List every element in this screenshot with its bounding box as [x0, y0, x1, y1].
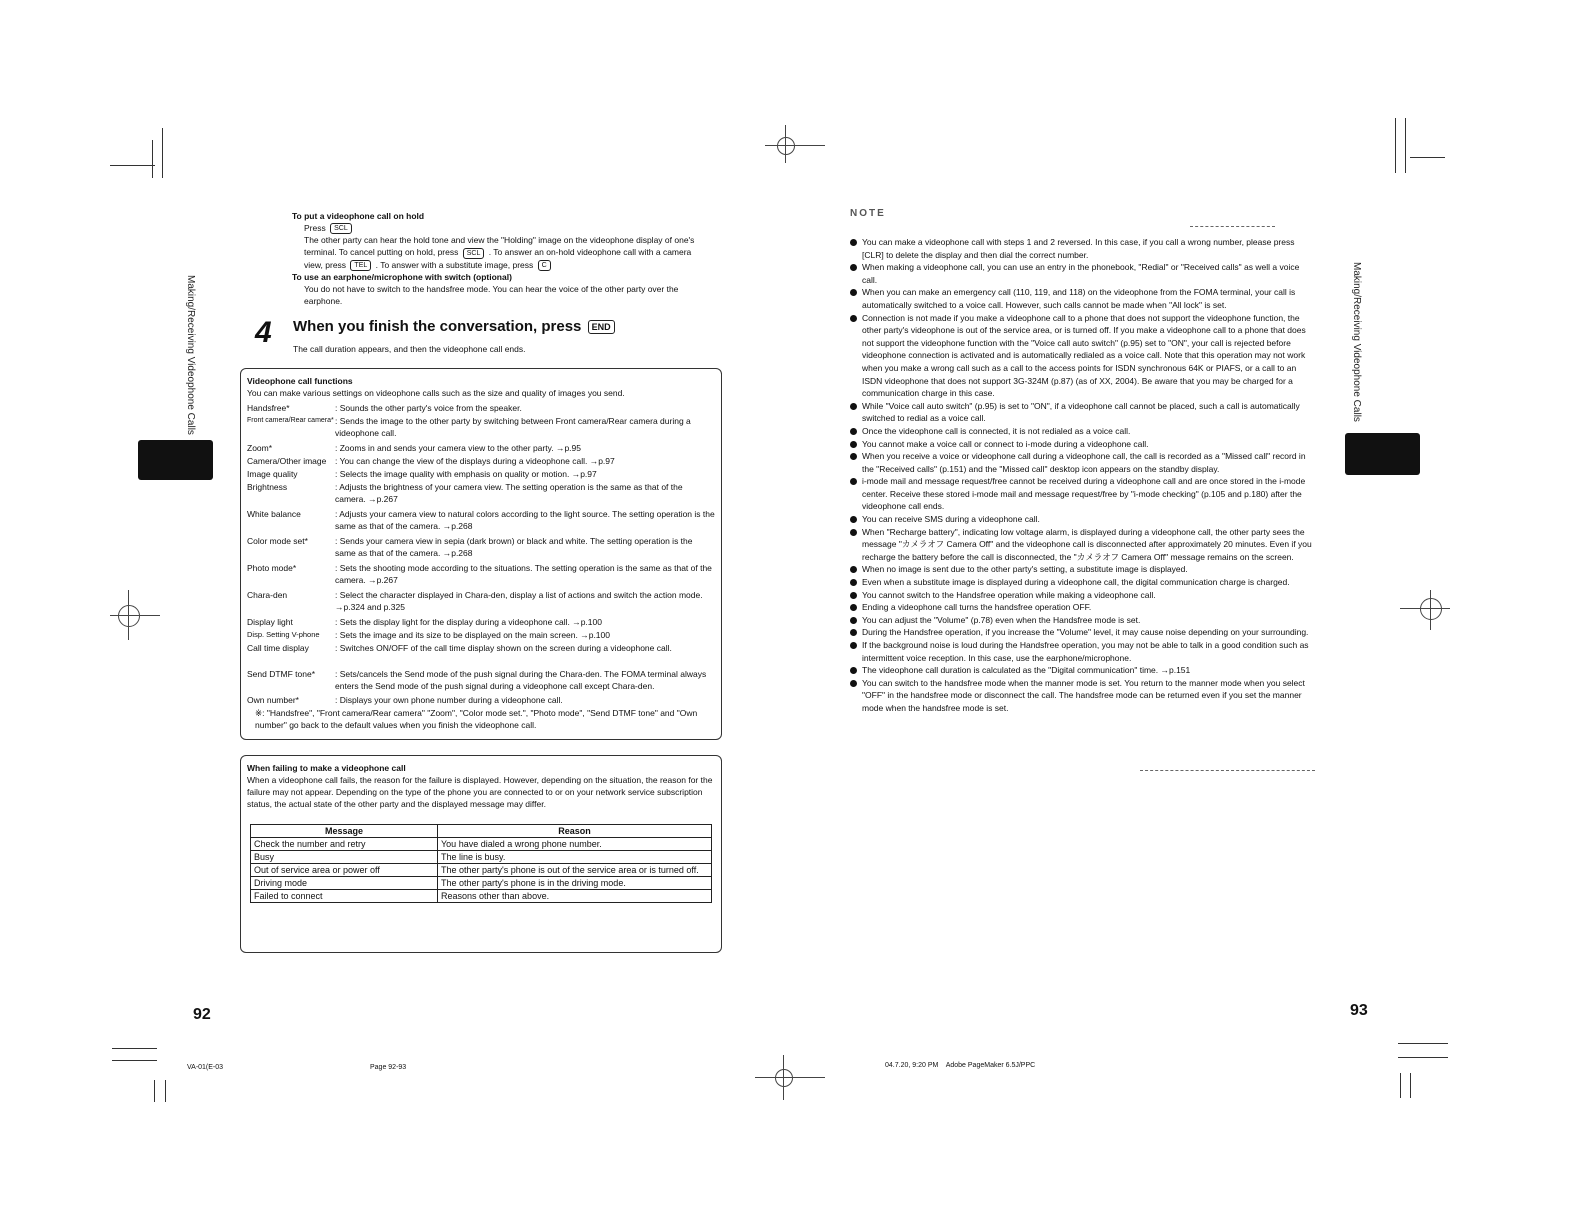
list-item: Connection is not made if you make a videophone call to a phone that does not support the videophone function, the other party's videophone is out of the service area, or is turned off. If you make a videophone call to a phone that does not support the videophone function with the "Voice call auto switch" (p.95) set to "ON", your call is rejected before videophone connection is activated and is automatically redialed as a voice call. Note that this operation may not work when you make a wrong call such as a call to the access points for ISDN synchronous 64K or PIAFS, or a call to an ISDN videophone that does not support 3G-324M (p.87) (as of XX, 2004). Be aware that you may be charged for a communication charge in this case.	[848, 312, 1316, 400]
list-item: Even when a substitute image is displayed during a videophone call, the digital communication charge is charged.	[848, 576, 1316, 589]
side-tab-right	[1345, 433, 1420, 475]
list-item: You can make a videophone call with steps 1 and 2 reversed. In this case, if you call a wrong number, please press [CLR] to delete the display and then dial the correct number.	[848, 236, 1316, 261]
list-item: When "Recharge battery", indicating low voltage alarm, is displayed during a videophone call, the other party sees the message "カメラオフ Camera Off" and the videophone call is disconnected after approximately 20 minutes. Even if you recharge the battery before the call is disconnected, the "カメラオフ Camera Off" message remains on the screen.	[848, 526, 1316, 564]
list-item: You can switch to the handsfree mode when the manner mode is set. You return to the manner mode when you select "OFF" in the handsfree mode or disconnect the call. The handsfree mode can be returned even if you set the manner mode when the handsfree mode is set.	[848, 677, 1316, 715]
side-tab-left	[138, 440, 213, 480]
table-cell: You have dialed a wrong phone number.	[438, 838, 712, 851]
crop-mark	[165, 1080, 166, 1102]
list-item: When you receive a voice or videophone call during a videophone call, the call is recorded as a "Missed call" record in the "Received calls" (p.151) and the "Missed call" desktop icon appears on the standby display.	[848, 450, 1316, 475]
table-row	[251, 864, 712, 877]
earphone-heading: To use an earphone/microphone with switch (optional)	[292, 271, 512, 282]
scl-key-icon: SCL	[463, 248, 485, 259]
table-cell: Check the number and retry	[251, 838, 438, 851]
table-cell: Reasons other than above.	[438, 890, 712, 903]
scl-key-icon: SCL	[330, 223, 352, 234]
footer-right: 04.7.20, 9:20 PM Adobe PageMaker 6.5J/PPC	[885, 1062, 1036, 1069]
crop-mark	[1410, 157, 1445, 158]
functions-title: Videophone call functions	[247, 376, 353, 386]
crop-mark	[1410, 1073, 1411, 1098]
failure-message-table	[250, 824, 712, 903]
table-header-row	[251, 825, 712, 838]
list-item: During the Handsfree operation, if you increase the "Volume" level, it may cause noise depending on your surrounding.	[848, 626, 1316, 639]
list-item: You cannot switch to the Handsfree operation while making a videophone call.	[848, 589, 1316, 602]
table-cell: Busy	[251, 851, 438, 864]
crop-mark	[1398, 1043, 1448, 1044]
crop-mark	[154, 1080, 155, 1102]
table-row	[251, 851, 712, 864]
list-item: While "Voice call auto switch" (p.95) is set to "ON", if a videophone call cannot be placed, such a call is automatically switched to redial as a voice call.	[848, 400, 1316, 425]
table-cell: Out of service area or power off	[251, 864, 438, 877]
note-rule	[1190, 226, 1275, 227]
page-number-left: 92	[193, 1006, 211, 1023]
table-row	[251, 890, 712, 903]
list-item: When you can make an emergency call (110, 119, and 118) on the videophone from the FOMA terminal, your call is automatically switched to a voice call. However, such calls cannot be made when "All lock" is set.	[848, 286, 1316, 311]
step-note: The call duration appears, and then the videophone call ends.	[293, 344, 526, 354]
functions-intro: You can make various settings on videophone calls such as the size and quality of images you send.	[247, 388, 625, 398]
crop-mark	[112, 1060, 157, 1061]
list-item: If the background noise is loud during the Handsfree operation, you may not be able to talk in a good condition such as intermittent voice reception. In this case, use the earphone/microphone.	[848, 639, 1316, 664]
table-cell: Failed to connect	[251, 890, 438, 903]
table-cell: Driving mode	[251, 877, 438, 890]
registration-mark	[110, 590, 160, 640]
note-end-rule	[1140, 770, 1315, 771]
clear-key-icon: C	[538, 260, 551, 271]
crop-mark	[1395, 118, 1396, 173]
crop-mark	[110, 165, 155, 166]
list-item: You can adjust the "Volume" (p.78) even when the Handsfree mode is set.	[848, 614, 1316, 627]
crop-mark	[1398, 1057, 1448, 1058]
crop-mark	[1405, 118, 1406, 173]
side-label-left: Making/Receiving Videophone Calls	[185, 275, 196, 435]
failing-title: When failing to make a videophone call	[247, 763, 406, 773]
table-row	[251, 838, 712, 851]
table-cell: The other party's phone is out of the service area or is turned off.	[438, 864, 712, 877]
registration-mark	[1400, 590, 1450, 640]
end-call-key-icon: END	[588, 320, 615, 334]
table-header-reason: Reason	[438, 825, 712, 838]
list-item: When no image is sent due to the other party's setting, a substitute image is displayed.	[848, 563, 1316, 576]
hold-heading: To put a videophone call on hold	[292, 211, 425, 221]
failing-intro: When a videophone call fails, the reason for the failure is displayed. However, depending on the situation, the reason for the failure may not appear. Depending on the type of the phone you are connected to or on your network service subscription status, the actual state of the other party and the displayed message may differ.	[247, 775, 713, 809]
list-item: You cannot make a voice call or connect to i-mode during a videophone call.	[848, 438, 1316, 451]
hold-section	[292, 210, 712, 307]
table-cell: The other party's phone is in the driving mode.	[438, 877, 712, 890]
table-row	[251, 877, 712, 890]
registration-mark	[755, 1055, 825, 1100]
tel-key-icon: TEL	[350, 260, 371, 271]
step-title: When you finish the conversation, press END	[293, 318, 617, 335]
crop-mark	[162, 128, 163, 178]
list-item: Once the videophone call is connected, it is not redialed as a voice call.	[848, 425, 1316, 438]
table-header-message: Message	[251, 825, 438, 838]
list-item: Ending a videophone call turns the handsfree operation OFF.	[848, 601, 1316, 614]
hold-press-line: Press SCL	[292, 222, 712, 234]
note-label: NOTE	[850, 208, 886, 219]
crop-mark	[112, 1048, 157, 1049]
crop-mark	[1400, 1073, 1401, 1098]
list-item: You can receive SMS during a videophone call.	[848, 513, 1316, 526]
list-item: i-mode mail and message request/free cannot be received during a videophone call and are once stored in the i-mode center. Receive these stored i-mode mail and message request/free by "i-mode checking" (p.105 and p.180) after the videophone call ends.	[848, 475, 1316, 513]
failing-call-box	[240, 755, 722, 953]
earphone-body: You do not have to switch to the handsfree mode. You can hear the voice of the other party over the earphone.	[304, 283, 679, 306]
step-number: 4	[255, 316, 272, 349]
table-cell: The line is busy.	[438, 851, 712, 864]
functions-footnote: ※: "Handsfree", "Front camera/Rear camera" "Zoom", "Color mode set.", "Photo mode", "Send DTMF tone" and "Own number" go back to the default values when you finish the videophone call.	[255, 708, 698, 730]
side-label-right: Making/Receiving Videophone Calls	[1351, 262, 1362, 422]
list-item: When making a videophone call, you can use an entry in the phonebook, "Redial" or "Received calls" as well a voice call.	[848, 261, 1316, 286]
videophone-functions-box: Videophone call functions You can make various settings on videophone calls such as the size and quality of images you send. Handsfree* : Sounds the other party's voice from the speaker. Front camera/Rear camera* : Sends the image to the other party by switching between Front camera/Rear camera during a videophone call. Zoom* : Zooms in and sends your camera view to the other party. →p.95 Camera/Other image : You can change the view of the displays during a videophone call. →p.97 Image quality : Selects the image quality with emphasis on quality or motion. →p.97 Brightness : Adjusts the brightness of your camera view. The setting operation is the same as that of the camera. →p.267 White balance : Adjusts your camera view to natural colors according to the light source. The setting operation is the same as that of the camera. →p.268 Color mode set* : Sends your camera view in sepia (dark brown) or black and white. The setting operation is the same as that of the camera. →p.268 Photo mode* : Sets the shooting mode according to the situations. The setting operation is the same as that of the camera. →p.267 Chara-den : Select the character displayed in Chara-den, display a list of actions and switch the action mode. →p.324 and p.325 Display light : Sets the display light for the display during a videophone call. →p.100 Disp. Setting V-phone : Sets the image and its size to be displayed on the main screen. →p.100 Call time display : Switches ON/OFF of the call time display shown on the screen during a videophone call. Send DTMF tone* : Sets/cancels the Send mode of the push signal during the Chara-den. The FOMA terminal always enters the Send mode of the push signal during a videophone call except Chara-den. Own number* : Displays your own phone number during a videophone call. ※: "Handsfree", "Front camera/Rear camera" "Zoom", "Color mode set.", "Photo mode", "Send DTMF tone" and "Own number" go back to the default values when you finish the videophone call.	[240, 368, 722, 740]
crop-mark	[152, 140, 153, 178]
registration-mark	[765, 125, 825, 165]
note-bullet-list	[848, 236, 1316, 715]
list-item: The videophone call duration is calculated as the "Digital communication" time. →p.151	[848, 664, 1316, 677]
footer-left: VA-01(E-03	[187, 1064, 224, 1071]
hold-body: The other party can hear the hold tone and view the "Holding" image on the videophone display of one's terminal. To cancel putting on hold, press SCL . To answer an on-hold videophone call with a camera view, press TEL . To answer with a substitute image, press C	[304, 235, 695, 270]
footer-center: Page 92-93	[370, 1064, 407, 1071]
page-number-right: 93	[1350, 1002, 1368, 1019]
